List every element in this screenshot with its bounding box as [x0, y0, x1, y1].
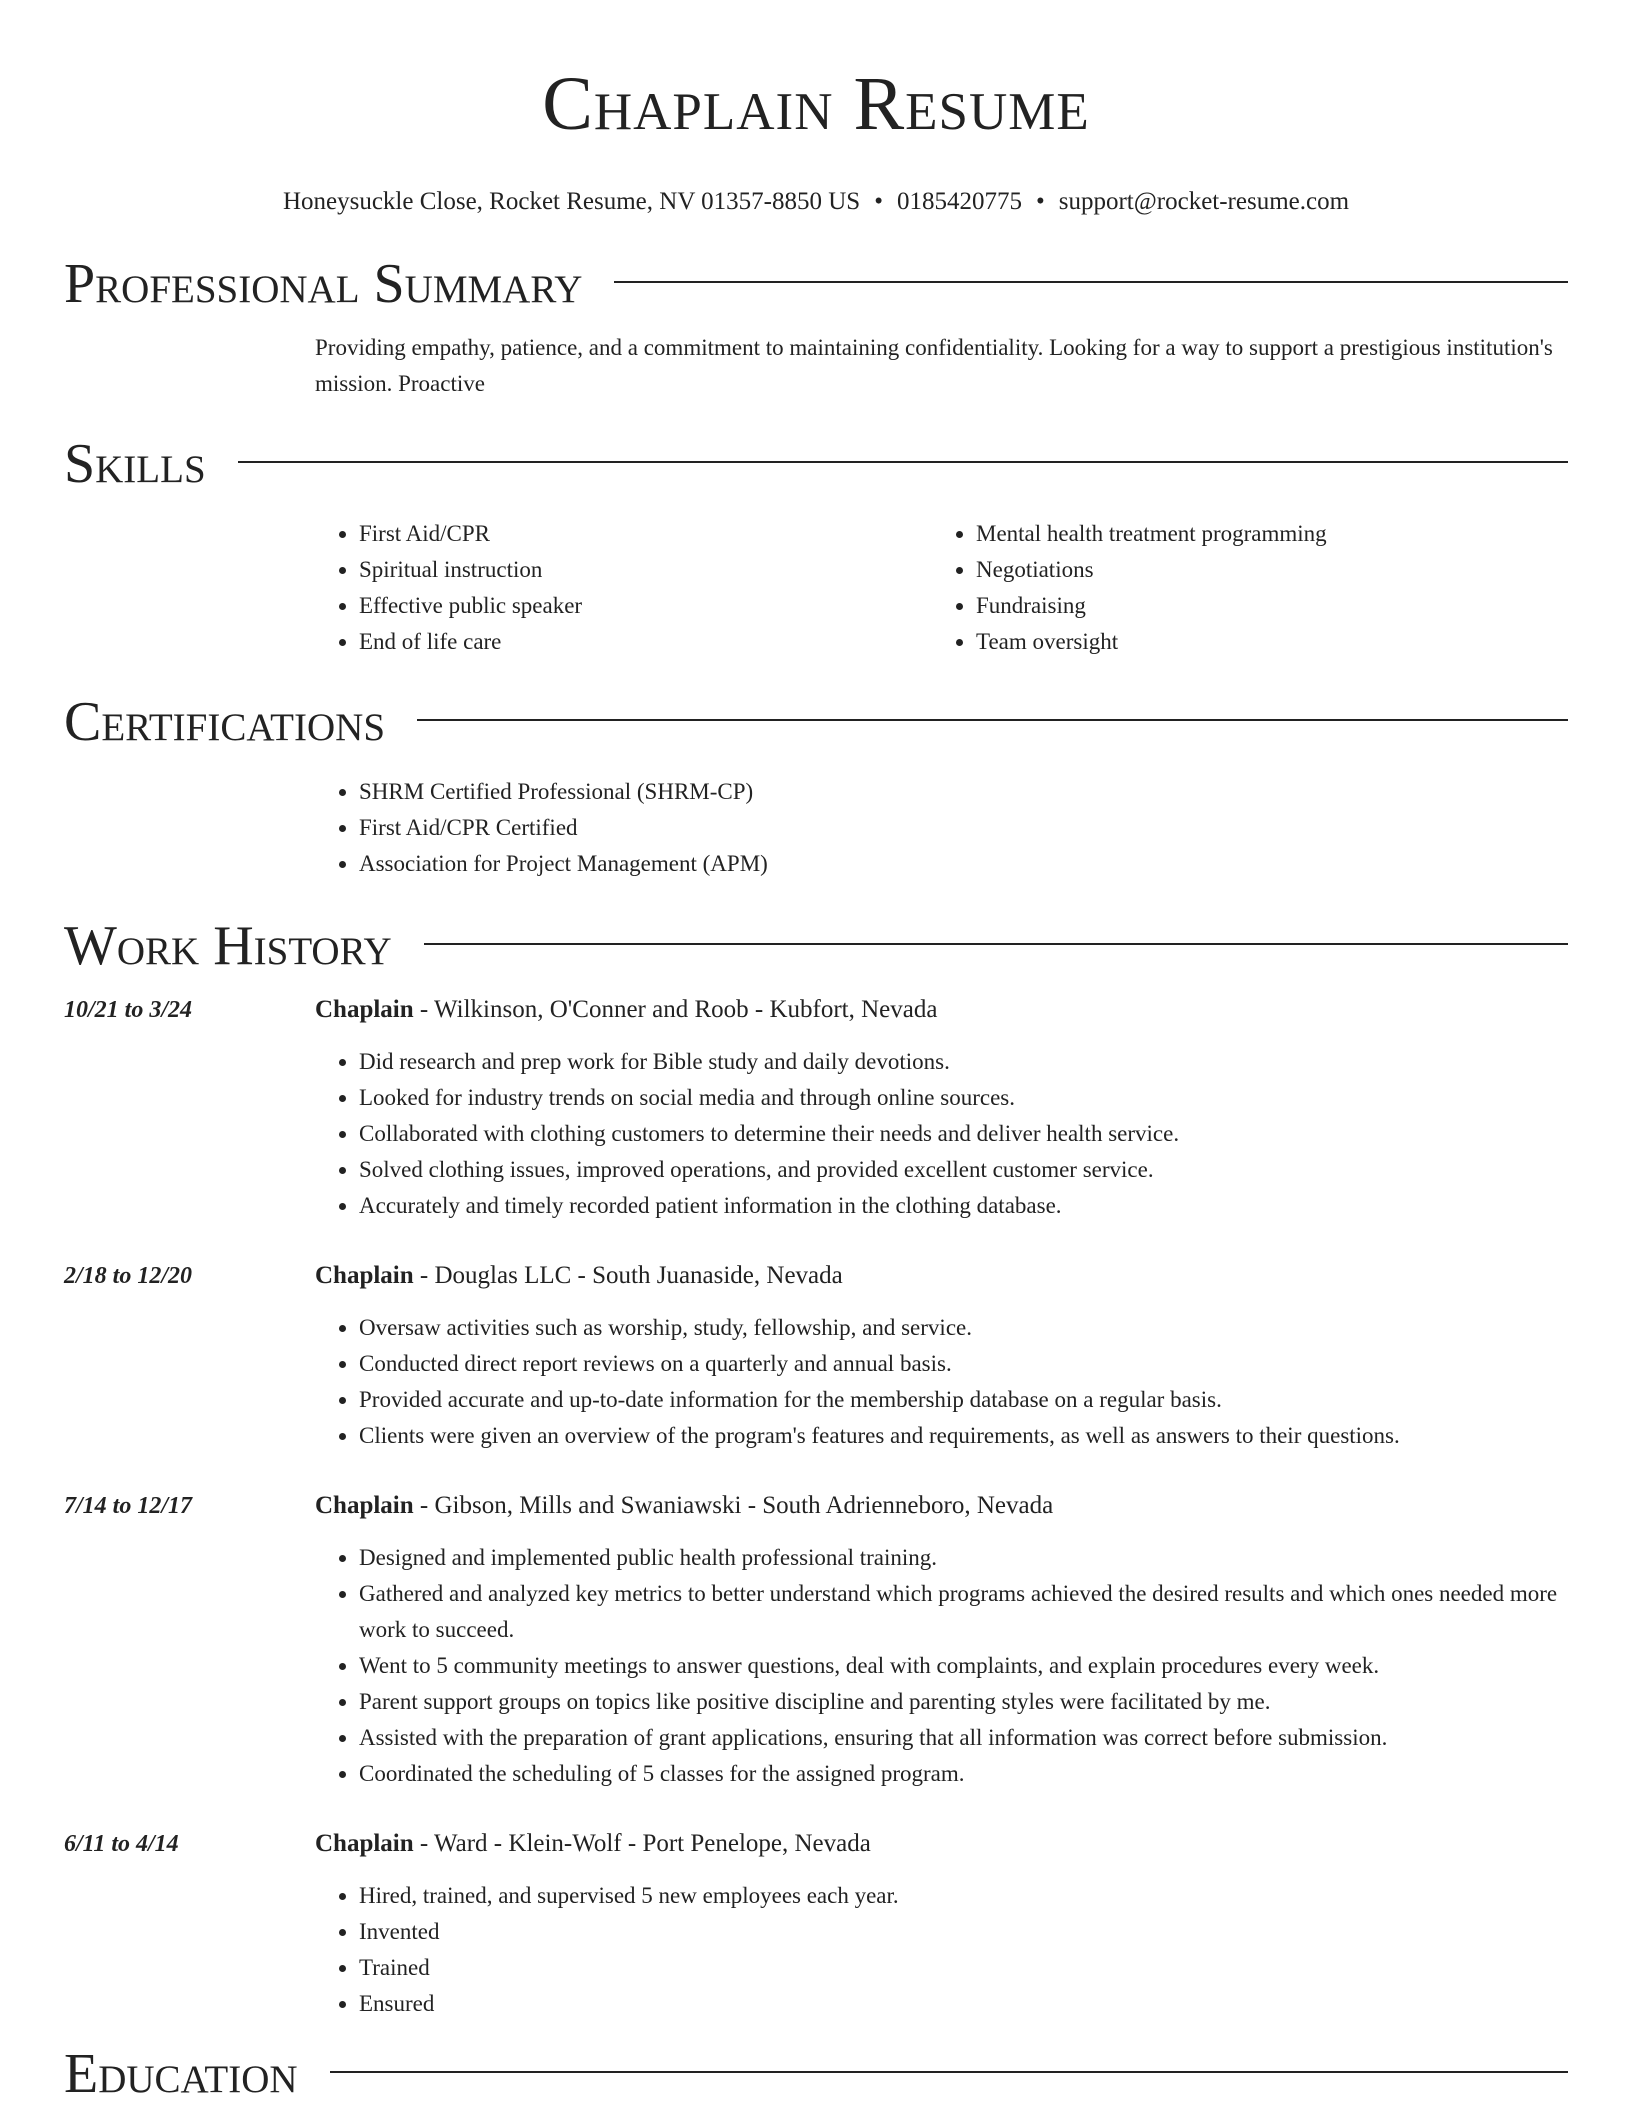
job-heading: [315, 1258, 1568, 1294]
skill-item: • End of life care: [359, 624, 932, 660]
job-bullet: • Looked for industry trends on social media and through online sources.: [359, 1080, 1568, 1116]
job-bullet: • Oversaw activities such as worship, study, fellowship, and service.: [359, 1310, 1568, 1346]
section-divider: [424, 943, 1568, 945]
job-bullets: [315, 1044, 1568, 1224]
job-bullets: [315, 1310, 1568, 1454]
job-heading: [315, 1488, 1568, 1524]
job-bullets: [315, 1878, 1568, 2022]
section-divider: [417, 719, 1568, 721]
job-dates: 7/14 to 12/17: [64, 1493, 193, 1519]
skill-item: • First Aid/CPR: [359, 516, 932, 552]
certifications-body: [315, 774, 1568, 882]
job-title: Chaplain: [315, 1830, 414, 1857]
job-bullet: • Clients were given an overview of the program's features and requirements, as well as answers to their questions.: [359, 1418, 1568, 1454]
job-details: - Wilkinson, O'Conner and Roob - Kubfort, Nevada: [413, 996, 938, 1023]
section-title-work-history: Work History: [64, 915, 392, 977]
resume-name: Chaplain Resume: [542, 62, 1090, 146]
job-title: Chaplain: [315, 1262, 414, 1289]
job-bullet: • Provided accurate and up-to-date information for the membership database on a regular basis.: [359, 1382, 1568, 1418]
section-divider: [614, 281, 1568, 283]
section-divider: [238, 461, 1568, 463]
skill-item: • Effective public speaker: [359, 588, 932, 624]
section-title-skills: Skills: [64, 433, 206, 495]
job-bullet: • Trained: [359, 1950, 1568, 1986]
contact-address: Honeysuckle Close, Rocket Resume, NV 01357-8850 US: [282, 188, 861, 215]
job-bullet: • Collaborated with clothing customers to determine their needs and deliver health service.: [359, 1116, 1568, 1152]
section-divider: [330, 2071, 1568, 2073]
education-section: [64, 2042, 1568, 2106]
summary-section: [64, 252, 1568, 402]
skill-item: • Team oversight: [976, 624, 1549, 660]
job-dates: 10/21 to 3/24: [64, 997, 193, 1023]
section-title-certifications: Certifications: [64, 691, 386, 753]
skills-section: [64, 432, 1568, 660]
job-bullet: • Ensured: [359, 1986, 1568, 2022]
work-history-section: [64, 914, 1568, 2022]
job-bullet: • Solved clothing issues, improved operations, and provided excellent customer service.: [359, 1152, 1568, 1188]
job-bullet: • Parent support groups on topics like positive discipline and parenting styles were facilitated by me.: [359, 1684, 1568, 1720]
summary-text: Providing empathy, patience, and a commitment to maintaining confidentiality. Looking for a way to support a prestigious institution's mission. Proactive: [315, 335, 1553, 396]
skill-item: • Negotiations: [976, 552, 1549, 588]
section-header: [64, 252, 1568, 316]
certification-item: • First Aid/CPR Certified: [359, 810, 1568, 846]
job-details: - Douglas LLC - South Juanaside, Nevada: [413, 1262, 843, 1289]
job-entry: [64, 1488, 1568, 1792]
job-dates: 6/11 to 4/14: [64, 1831, 179, 1857]
summary-body: [315, 330, 1568, 402]
job-entry: [64, 992, 1568, 1224]
contact-line: [64, 186, 1568, 218]
job-bullet: • Invented: [359, 1914, 1568, 1950]
job-title: Chaplain: [315, 996, 414, 1023]
job-bullet: • Did research and prep work for Bible study and daily devotions.: [359, 1044, 1568, 1080]
job-title: Chaplain: [315, 1492, 414, 1519]
contact-phone: 0185420775: [896, 188, 1022, 215]
section-title-summary: Professional Summary: [64, 253, 583, 315]
job-bullet: • Hired, trained, and supervised 5 new employees each year.: [359, 1878, 1568, 1914]
skill-item: • Fundraising: [976, 588, 1549, 624]
job-bullet: • Assisted with the preparation of grant applications, ensuring that all information was correct before submission.: [359, 1720, 1568, 1756]
skills-body: [315, 516, 1568, 660]
skills-column-left: [315, 516, 932, 660]
job-bullet: • Conducted direct report reviews on a quarterly and annual basis.: [359, 1346, 1568, 1382]
job-entry: [64, 1258, 1568, 1454]
contact-separator: •: [1035, 188, 1045, 215]
job-bullet: • Went to 5 community meetings to answer questions, deal with complaints, and explain procedures every week.: [359, 1648, 1568, 1684]
certifications-section: [64, 690, 1568, 882]
job-dates: 2/18 to 12/20: [64, 1263, 193, 1289]
job-bullet: • Accurately and timely recorded patient information in the clothing database.: [359, 1188, 1568, 1224]
skills-column-right: [932, 516, 1549, 660]
skill-item: • Spiritual instruction: [359, 552, 932, 588]
job-details: - Ward - Klein-Wolf - Port Penelope, Nevada: [413, 1830, 871, 1857]
job-bullet: • Gathered and analyzed key metrics to better understand which programs achieved the desired results and which ones needed more work to succeed.: [359, 1576, 1568, 1648]
job-details: - Gibson, Mills and Swaniawski - South Adrienneboro, Nevada: [413, 1492, 1054, 1519]
section-title-education: Education: [64, 2043, 298, 2105]
section-header: [64, 432, 1568, 496]
section-header: [64, 2042, 1568, 2106]
section-header: [64, 914, 1568, 978]
certification-item: • Association for Project Management (APM): [359, 846, 1568, 882]
job-heading: [315, 1826, 1568, 1862]
resume-page: [64, 0, 1568, 2106]
job-bullets: [315, 1540, 1568, 1792]
contact-email: support@rocket-resume.com: [1058, 188, 1350, 215]
section-header: [64, 690, 1568, 754]
job-entry: [64, 1826, 1568, 2022]
certification-item: • SHRM Certified Professional (SHRM-CP): [359, 774, 1568, 810]
job-heading: [315, 992, 1568, 1028]
job-bullet: • Designed and implemented public health professional training.: [359, 1540, 1568, 1576]
contact-separator: •: [874, 188, 883, 215]
skill-item: • Mental health treatment programming: [976, 516, 1549, 552]
job-bullet: • Coordinated the scheduling of 5 classes for the assigned program.: [359, 1756, 1568, 1792]
